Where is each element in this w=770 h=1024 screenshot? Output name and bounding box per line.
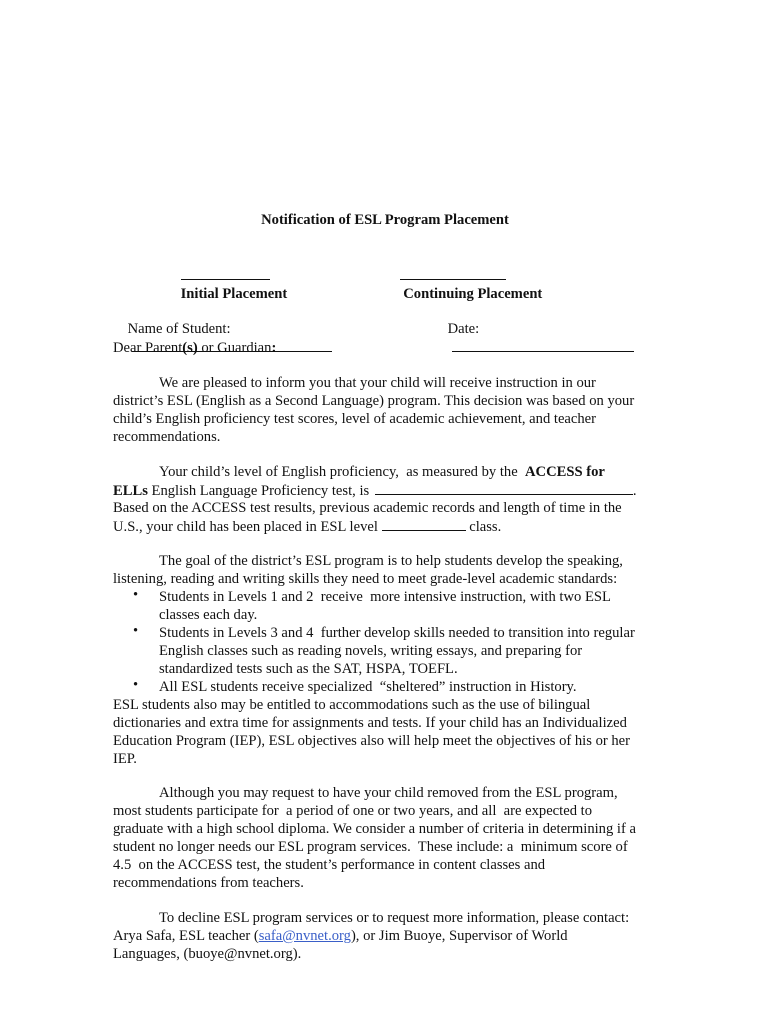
safa-email-link[interactable]: safa@nvnet.org <box>258 928 351 944</box>
initial-placement-label: Initial Placement <box>180 286 288 302</box>
bullet-icon: • <box>133 623 139 639</box>
student-name-label: Name of Student: <box>127 321 231 337</box>
date-row <box>433 302 634 375</box>
p3-line-2: listening, reading and writing skills they need to meet grade-level academic standards: <box>113 571 618 587</box>
page-title: Notification of ESL Program Placement <box>261 212 509 228</box>
p5-line-1: To decline ESL program services or to request more information, please contact: <box>159 910 630 926</box>
p1-line-2: district’s ESL (English as a Second Language) program. This decision was based on your <box>113 393 635 409</box>
bullet-3-line-1: All ESL students receive specialized “sheltered” instruction in History. <box>159 679 577 695</box>
proficiency-level-blank[interactable] <box>375 481 633 495</box>
bullet-icon: • <box>133 677 139 693</box>
initial-placement-blank[interactable] <box>181 266 270 280</box>
p3-after-line-1: ESL students also may be entitled to accommodations such as the use of bilingual <box>113 697 591 713</box>
p2-line-1: Your child’s level of English proficiency, as measured by the ACCESS for <box>159 464 605 480</box>
p3-line-1: The goal of the district’s ESL program is to help students develop the speaking, <box>159 553 623 569</box>
bullet-1-line-1: Students in Levels 1 and 2 receive more intensive instruction, with two ESL <box>159 589 611 605</box>
p3-after-line-2: dictionaries and extra time for assignments and tests. If your child has an Individualized <box>113 715 627 731</box>
p4-line-1: Although you may request to have your child removed from the ESL program, <box>159 785 618 801</box>
bullet-1-line-2: classes each day. <box>159 607 258 623</box>
continuing-placement-label: Continuing Placement <box>403 286 543 302</box>
p4-line-2: most students participate for a period of one or two years, and all are expected to <box>113 803 592 819</box>
greeting: Dear Parent(s) or Guardian: <box>113 340 277 356</box>
bullet-icon: • <box>133 587 139 603</box>
p4-line-5: 4.5 on the ACCESS test, the student’s performance in content classes and <box>113 857 546 873</box>
p2-line-4: U.S., your child has been placed in ESL level class. <box>113 519 502 535</box>
bullet-2-line-3: standardized tests such as the SAT, HSPA, TOEFL. <box>159 661 458 677</box>
p5-line-3: Languages, (buoye@nvnet.org). <box>113 946 302 962</box>
p1-line-4: recommendations. <box>113 429 221 445</box>
p2-line-3: Based on the ACCESS test results, previous academic records and length of time in the <box>113 500 622 516</box>
date-label: Date: <box>447 321 480 337</box>
esl-level-blank[interactable] <box>382 517 466 531</box>
continuing-placement-blank[interactable] <box>400 266 506 280</box>
bullet-2-line-1: Students in Levels 3 and 4 further develop skills needed to transition into regular <box>159 625 635 641</box>
p2-line-2: ELLs English Language Proficiency test, is . <box>113 483 637 499</box>
p4-line-6: recommendations from teachers. <box>113 875 304 891</box>
p3-after-line-3: Education Program (IEP), ESL objectives also will help meet the objectives of his or her <box>113 733 631 749</box>
p4-line-3: graduate with a high school diploma. We consider a number of criteria in determining if a <box>113 821 636 837</box>
p1-line-1: We are pleased to inform you that your child will receive instruction in our <box>159 375 596 391</box>
bullet-2-line-2: English classes such as reading novels, writing essays, and preparing for <box>159 643 583 659</box>
p3-after-line-4: IEP. <box>113 751 137 767</box>
p1-line-3: child’s English proficiency test scores, level of academic achievement, and teacher <box>113 411 597 427</box>
date-blank[interactable] <box>452 338 634 352</box>
p4-line-4: student no longer needs our ESL program services. These include: a minimum score of <box>113 839 628 855</box>
p5-line-2: Arya Safa, ESL teacher (safa@nvnet.org), or Jim Buoye, Supervisor of World <box>113 928 568 944</box>
